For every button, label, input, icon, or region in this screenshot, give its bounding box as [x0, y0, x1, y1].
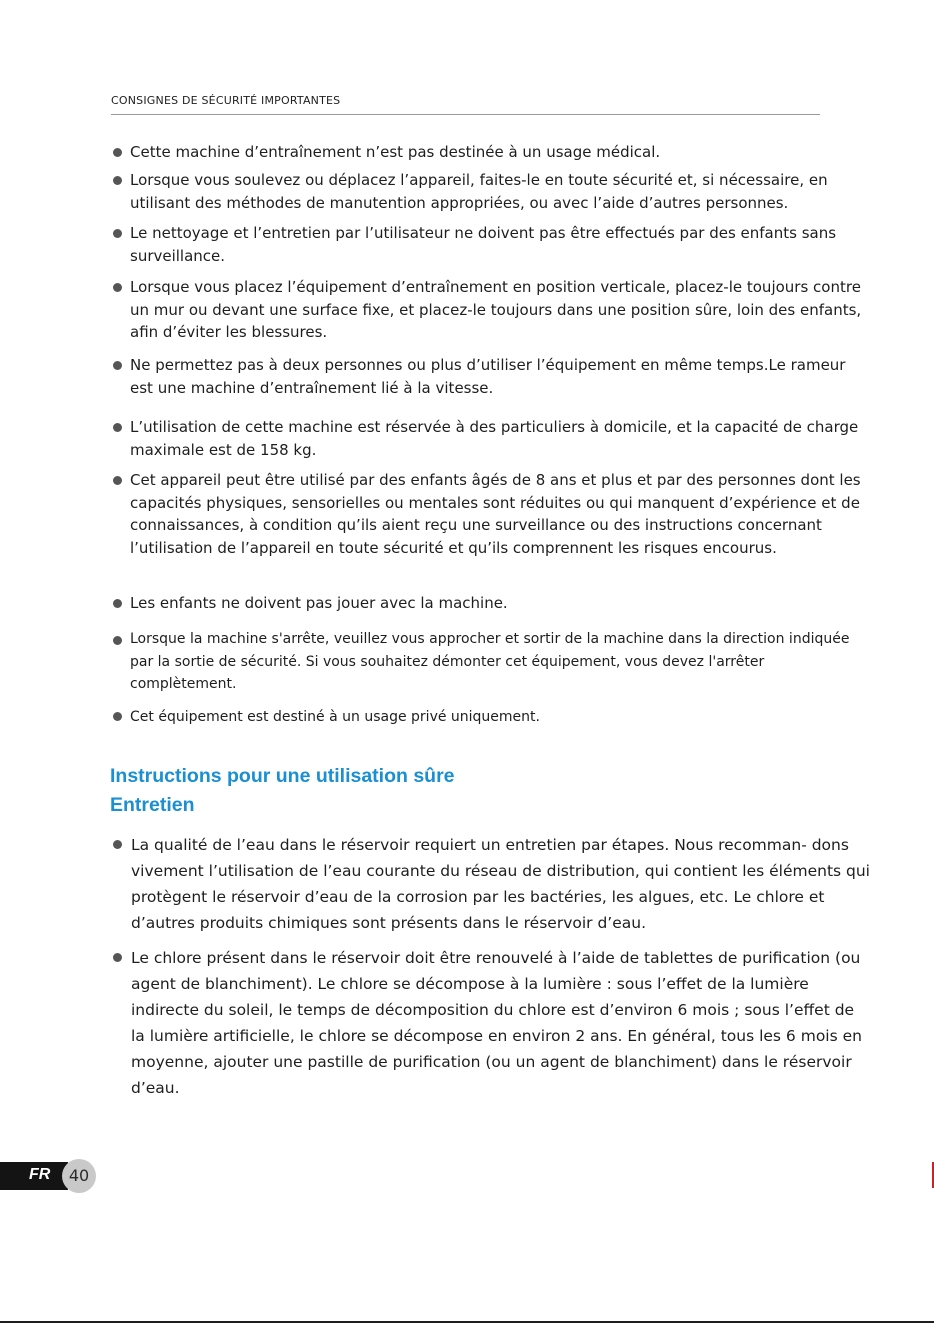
- list-item-text: Les enfants ne doivent pas jouer avec la machine.: [130, 594, 508, 612]
- list-item: [111, 592, 870, 615]
- list-item: [111, 169, 870, 214]
- list-item: [111, 945, 871, 1101]
- page-number: 40: [68, 1166, 90, 1185]
- language-label: FR: [29, 1166, 51, 1183]
- list-item: [111, 706, 870, 729]
- bullet-icon: [113, 283, 122, 292]
- bullet-icon: [113, 953, 122, 962]
- list-item-text: L’utilisation de cette machine est réservée à des particuliers à domicile, et la capacité de charge maximale est de 158 kg.: [130, 418, 859, 459]
- section-subheading: Entretien: [110, 794, 195, 816]
- bullet-icon: [113, 476, 122, 485]
- bullet-icon: [113, 712, 122, 721]
- list-item-text: Cet équipement est destiné à un usage privé uniquement.: [130, 709, 540, 725]
- list-item-text: Lorsque vous soulevez ou déplacez l’appareil, faites-le en toute sécurité et, si nécessaire, en utilisant des méthodes de manutention appropriées, ou avec l’aide d’autres personnes.: [130, 171, 828, 212]
- list-item: [111, 416, 870, 461]
- bullet-icon: [113, 423, 122, 432]
- bullet-icon: [113, 599, 122, 608]
- list-item: [111, 469, 870, 559]
- bullet-icon: [113, 229, 122, 238]
- bullet-icon: [113, 361, 122, 370]
- list-item-text: Ne permettez pas à deux personnes ou plus d’utiliser l’équipement en même temps.Le rameur est une machine d’entraînement lié à la vitesse.: [130, 356, 846, 397]
- page-header: [111, 94, 820, 115]
- list-item-text: Lorsque vous placez l’équipement d’entraînement en position verticale, placez-le toujours contre un mur ou devant une surface fixe, et placez-le toujours dans une position sûre, loin des enfants, afin d’éviter les blessures.: [130, 278, 862, 342]
- list-item: [111, 628, 870, 696]
- list-item-text: Le nettoyage et l’entretien par l’utilisateur ne doivent pas être effectués par des enfants sans surveillance.: [130, 224, 837, 265]
- list-item-text: La qualité de l’eau dans le réservoir requiert un entretien par étapes. Nous recomman- dons vivement l’utilisation de l’eau courante du réseau de distribution, qui contient les éléments qui protègent le réservoir d’eau de la corrosion par les bactéries, les algues, etc. Le chlore et d’autres produits chimiques sont présents dans le réservoir d’eau.: [131, 836, 870, 932]
- list-item: [111, 141, 870, 164]
- bullet-icon: [113, 148, 122, 157]
- list-item: [111, 832, 871, 936]
- bullet-icon: [113, 636, 122, 645]
- header-title: CONSIGNES DE SÉCURITÉ IMPORTANTES: [111, 94, 341, 107]
- list-item: [111, 276, 870, 344]
- section-heading: Instructions pour une utilisation sûre: [110, 765, 455, 787]
- bullet-icon: [113, 176, 122, 185]
- list-item-text: Lorsque la machine s'arrête, veuillez vous approcher et sortir de la machine dans la direction indiquée par la sortie de sécurité. Si vous souhaitez démonter cet équipement, vous devez l'arrêter complètement.: [130, 631, 850, 692]
- list-item-text: Le chlore présent dans le réservoir doit être renouvelé à l’aide de tablettes de purification (ou agent de blanchiment). Le chlore se décompose à la lumière : sous l’effet de la lumière indirecte du soleil, le temps de décomposition du chlore est d’environ 6 mois ; sous l’effet de la lumière artificielle, le chlore se décompose en environ 2 ans. En général, tous les 6 mois en moyenne, ajouter une pastille de purification (ou un agent de blanchiment) dans le réservoir d’eau.: [131, 949, 862, 1097]
- list-item-text: Cet appareil peut être utilisé par des enfants âgés de 8 ans et plus et par des personnes dont les capacités physiques, sensorielles ou mentales sont réduites ou qui manquent d’expérience et de connaissances, à condition qu’ils aient reçu une surveillance ou des instructions concernant l’utilisation de l’appareil en toute sécurité et qu’ils comprennent les risques encourus.: [130, 471, 861, 557]
- list-item: [111, 222, 870, 267]
- list-item-text: Cette machine d’entraînement n’est pas destinée à un usage médical.: [130, 143, 661, 161]
- bullet-icon: [113, 840, 122, 849]
- list-item: [111, 354, 870, 399]
